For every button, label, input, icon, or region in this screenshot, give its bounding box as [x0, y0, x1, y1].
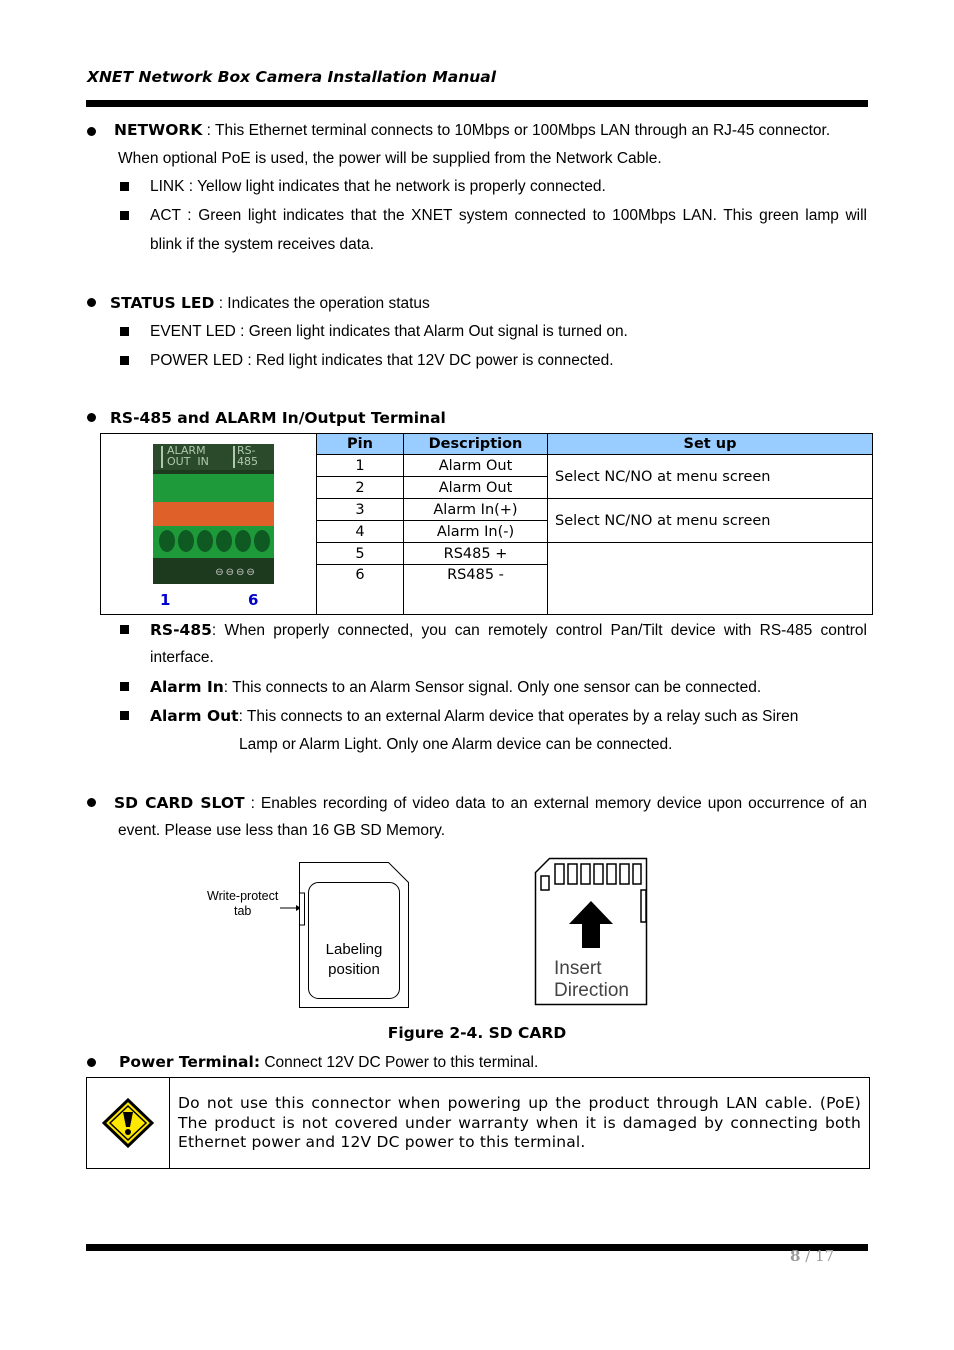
- tab-label: tab: [233, 904, 252, 918]
- desc-cell: Alarm In(+): [404, 499, 548, 521]
- pin-cell: 4: [317, 521, 404, 543]
- setup-cell: Select NC/NO at menu screen: [548, 455, 873, 499]
- status-label: STATUS LED: [110, 294, 215, 312]
- pin-cell: 2: [317, 477, 404, 499]
- bullet-square: [120, 711, 129, 720]
- bullet-square: [120, 211, 129, 220]
- pin-cell: 3: [317, 499, 404, 521]
- direction-label: Direction: [554, 980, 629, 1001]
- page-separator: /: [800, 1247, 816, 1265]
- labeling-label: Labeling: [325, 941, 383, 958]
- status-text: : Indicates the operation status: [214, 295, 430, 312]
- power-text: Connect 12V DC Power to this terminal.: [260, 1054, 539, 1071]
- bullet-dot: [87, 298, 96, 307]
- insert-direction-text: [554, 958, 629, 1002]
- network-label: NETWORK: [114, 121, 203, 139]
- status-line: [110, 294, 430, 313]
- connector-label-out-in: OUT IN: [167, 455, 209, 468]
- network-link: LINK : Yellow light indicates that he network is properly connected.: [150, 178, 606, 195]
- insert-label: Insert: [554, 958, 602, 979]
- sdcard-line: [114, 794, 867, 813]
- write-protect-label: Write-protect: [207, 889, 279, 903]
- power-label: Power Terminal:: [119, 1053, 261, 1071]
- connector-label-alarm: ALARM: [167, 444, 206, 457]
- power-line: [119, 1053, 538, 1072]
- bullet-square: [120, 356, 129, 365]
- warning-box: [86, 1077, 870, 1169]
- desc-cell: Alarm In(-): [404, 521, 548, 543]
- status-event: EVENT LED : Green light indicates that Alarm Out signal is turned on.: [150, 323, 628, 340]
- bullet-dot: [87, 413, 96, 422]
- pin-label-first: 1: [160, 591, 171, 609]
- desc-cell: RS485 -: [404, 565, 548, 615]
- network-line: [114, 121, 830, 140]
- header-description: Description: [404, 434, 548, 455]
- rs485-desc-1: [150, 621, 867, 640]
- bullet-square: [120, 182, 129, 191]
- rs485-heading: RS-485 and ALARM In/Output Terminal: [110, 409, 446, 427]
- network-text-2: When optional PoE is used, the power will be supplied from the Network Cable.: [118, 150, 662, 167]
- document-header: XNET Network Box Camera Installation Manual: [87, 68, 497, 86]
- header-rule: [86, 100, 868, 107]
- header-pin: Pin: [317, 434, 404, 455]
- desc-cell: Alarm Out: [404, 455, 548, 477]
- network-act-1: ACT : Green light indicates that the XNET system connected to 100Mbps LAN. This green lamp will: [150, 207, 867, 224]
- rs485-desc-2: interface.: [150, 649, 214, 666]
- alarm-in-line: [150, 678, 761, 697]
- warning-icon: [102, 1098, 154, 1148]
- alarm-in-label: Alarm In: [150, 678, 224, 696]
- warning-text: Do not use this connector when powering up the product through LAN cable. (PoE) The product is not covered under warranty when it is damaged by connecting both Ethernet power and 12V DC power to this terminal.: [178, 1094, 861, 1151]
- warning-icon-cell: [87, 1078, 170, 1168]
- alarm-out-line: [150, 707, 798, 726]
- pin-cell: 5: [317, 543, 404, 565]
- alarm-in-text: : This connects to an Alarm Sensor signal. Only one sensor can be connected.: [223, 679, 762, 696]
- bullet-dot: [87, 798, 96, 807]
- pin-cell: 6: [317, 565, 404, 615]
- bullet-square: [120, 625, 129, 634]
- status-power: POWER LED : Red light indicates that 12V DC power is connected.: [150, 352, 614, 369]
- alarm-out-text: : This connects to an external Alarm device that operates by a relay such as Siren: [238, 708, 799, 725]
- alarm-out-label: Alarm Out: [150, 707, 239, 725]
- current-page: 8: [790, 1247, 801, 1265]
- terminal-block-image: ALARM OUT IN RS- 485 ⊖⊖⊖⊖: [153, 444, 274, 584]
- network-text: : This Ethernet terminal connects to 10Mbps or 100Mbps LAN through an RJ-45 connector.: [202, 122, 831, 139]
- sdcard-text-2: event. Please use less than 16 GB SD Memory.: [118, 822, 446, 839]
- alarm-out-text-2: Lamp or Alarm Light. Only one Alarm device can be connected.: [239, 736, 673, 753]
- sdcard-text: : Enables recording of video data to an external memory device upon occurrence of an: [244, 795, 867, 812]
- position-label: position: [328, 961, 380, 978]
- header-setup: Set up: [548, 434, 873, 455]
- pin-table: [100, 433, 873, 615]
- bullet-square: [120, 327, 129, 336]
- sd-card-front-illustration: [278, 860, 413, 1010]
- page-number: [790, 1247, 834, 1265]
- figure-caption: Figure 2-4. SD CARD: [387, 1024, 567, 1042]
- rs485-label: RS-485: [150, 621, 212, 639]
- bullet-dot: [87, 127, 96, 136]
- network-act-2: blink if the system receives data.: [150, 236, 374, 253]
- total-pages: 17: [815, 1247, 835, 1265]
- bullet-square: [120, 682, 129, 691]
- rs485-text: : When properly connected, you can remotely control Pan/Tilt device with RS-485 control: [211, 622, 867, 639]
- sdcard-label: SD CARD SLOT: [114, 794, 245, 812]
- labeling-position-text: [309, 940, 399, 980]
- write-protect-callout: [207, 889, 278, 919]
- setup-cell-empty: [548, 543, 873, 615]
- connector-label-rs: RS-: [237, 444, 256, 457]
- footer-rule: [86, 1244, 868, 1251]
- setup-cell: Select NC/NO at menu screen: [548, 499, 873, 543]
- desc-cell: Alarm Out: [404, 477, 548, 499]
- connector-label-485: 485: [237, 455, 258, 468]
- bullet-dot: [87, 1058, 96, 1067]
- pin-cell: 1: [317, 455, 404, 477]
- connector-image-cell: [101, 434, 317, 615]
- pin-label-last: 6: [248, 591, 259, 609]
- desc-cell: RS485 +: [404, 543, 548, 565]
